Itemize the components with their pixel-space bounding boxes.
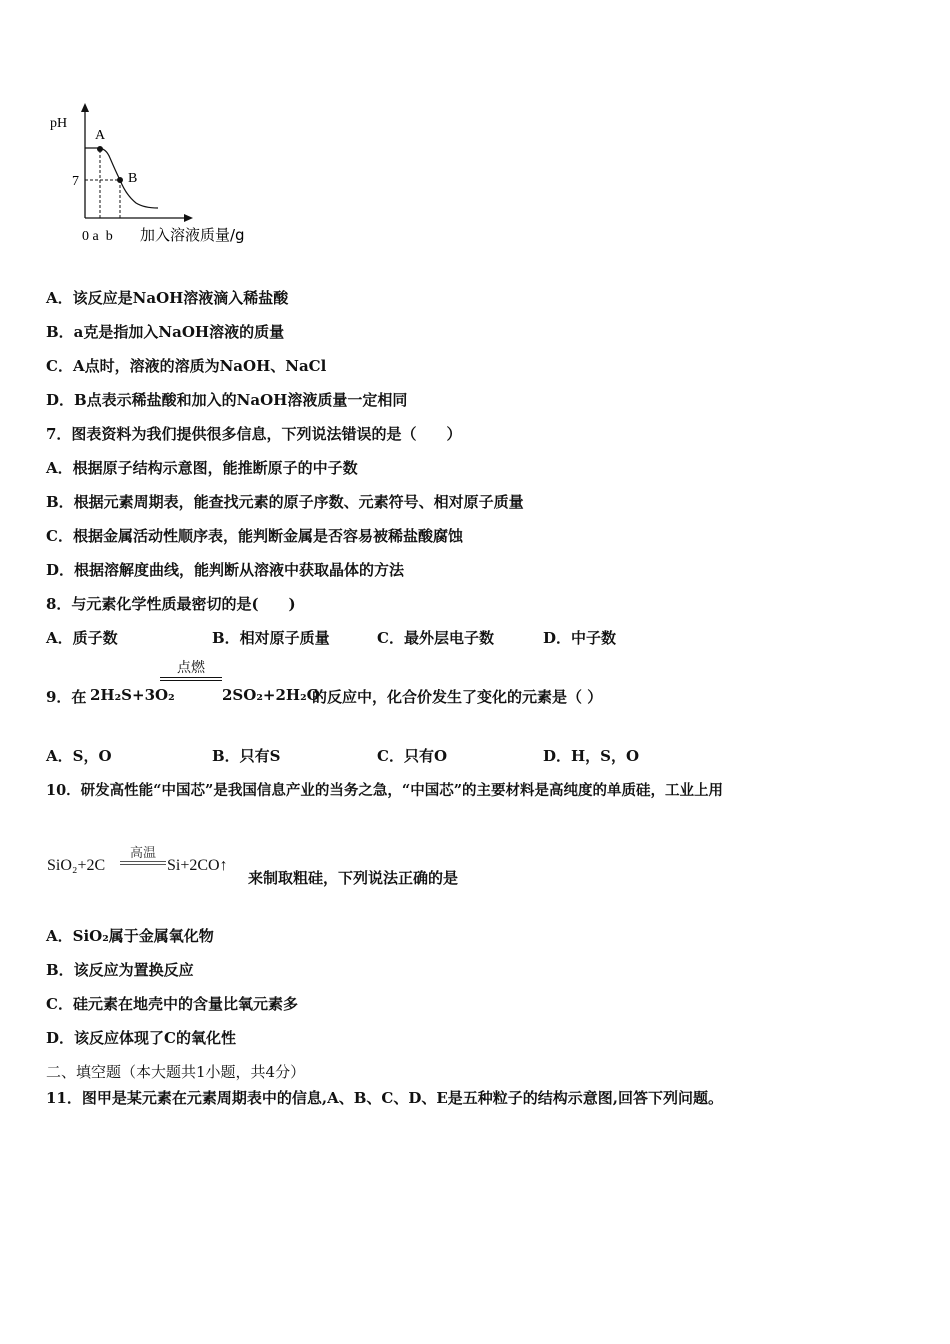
tick-7: 7: [72, 174, 79, 189]
q8-option-b: B．相对原子质量: [212, 629, 330, 647]
q7-option-c: C．根据金属活动性顺序表，能判断金属是否容易被稀盐酸腐蚀: [46, 527, 463, 545]
section2-title: 二、填空题（本大题共1小题，共4分）: [46, 1063, 306, 1081]
q9-option-b: B．只有S: [212, 747, 281, 765]
q10-condition: 高温: [129, 846, 156, 861]
q9-products: 2SO₂+2H₂O: [222, 686, 320, 704]
q10-double-bar: [120, 861, 166, 865]
q8-option-c: C．最外层电子数: [377, 629, 494, 647]
q7-option-d: D．根据溶解度曲线，能判断从溶液中获取晶体的方法: [46, 561, 405, 579]
y-label: pH: [50, 116, 68, 131]
q9-double-bar: [160, 677, 222, 681]
q8-option-a: A．质子数: [46, 629, 118, 647]
q10-stem: 10．研发高性能“中国芯”是我国信息产业的当务之急，“中国芯”的主要材料是高纯度的单质硅，工业上用: [46, 782, 724, 799]
q7-option-b: B．根据元素周期表，能查找元素的原子序数、元素符号、相对原子质量: [46, 493, 524, 511]
q7-stem: 7．图表资料为我们提供很多信息，下列说法错误的是（ ）: [46, 425, 462, 443]
q9-option-c: C．只有O: [377, 747, 448, 765]
q6-option-b: B．a克是指加入NaOH溶液的质量: [46, 323, 285, 341]
q10-option-b: B．该反应为置换反应: [46, 961, 194, 979]
q10-products: Si+2CO↑: [167, 857, 228, 874]
q9-condition: 点燃: [177, 660, 205, 676]
q9-prefix: 9．在: [46, 688, 87, 706]
point-b-marker: [117, 177, 123, 183]
q9-option-a: A．S，O: [46, 747, 112, 765]
x-ticks: 0 a b: [82, 229, 113, 244]
q8-option-d: D．中子数: [543, 629, 617, 647]
q10-suffix: 来制取粗硅，下列说法正确的是: [248, 869, 459, 887]
q9-option-d: D．H，S，O: [543, 747, 640, 765]
point-a-marker: [97, 146, 103, 152]
q6-option-a: A．该反应是NaOH溶液滴入稀盐酸: [46, 289, 289, 307]
q9-condition-arrow: [160, 657, 222, 681]
q9-suffix: 的反应中，化合价发生了变化的元素是（ ）: [312, 688, 603, 706]
point-a-label: A: [95, 128, 106, 143]
x-axis-arrow: [184, 214, 193, 222]
q6-option-c: C．A点时，溶液的溶质为NaOH、NaCl: [46, 357, 327, 375]
q10-option-a: A．SiO₂属于金属氧化物: [46, 927, 214, 945]
q8-stem: 8．与元素化学性质最密切的是( ): [46, 595, 296, 613]
point-b-label: B: [128, 171, 138, 186]
ph-graph: [40, 100, 270, 250]
q10-reactants: SiO₂+2C: [47, 857, 106, 874]
q10-option-c: C．硅元素在地壳中的含量比氧元素多: [46, 995, 298, 1013]
y-axis-arrow: [81, 103, 89, 112]
x-label: 加入溶液质量/g: [140, 226, 245, 244]
q9-reactants: 2H₂S+3O₂: [90, 686, 175, 704]
q6-option-d: D．B点表示稀盐酸和加入的NaOH溶液质量一定相同: [46, 391, 408, 409]
q10-condition-arrow: [120, 842, 166, 865]
q10-option-d: D．该反应体现了C的氧化性: [46, 1029, 236, 1047]
q11-stem: 11．图甲是某元素在元素周期表中的信息,A、B、C、D、E是五种粒子的结构示意图,回答下列问题。: [46, 1089, 724, 1107]
q7-option-a: A．根据原子结构示意图，能推断原子的中子数: [46, 459, 358, 477]
